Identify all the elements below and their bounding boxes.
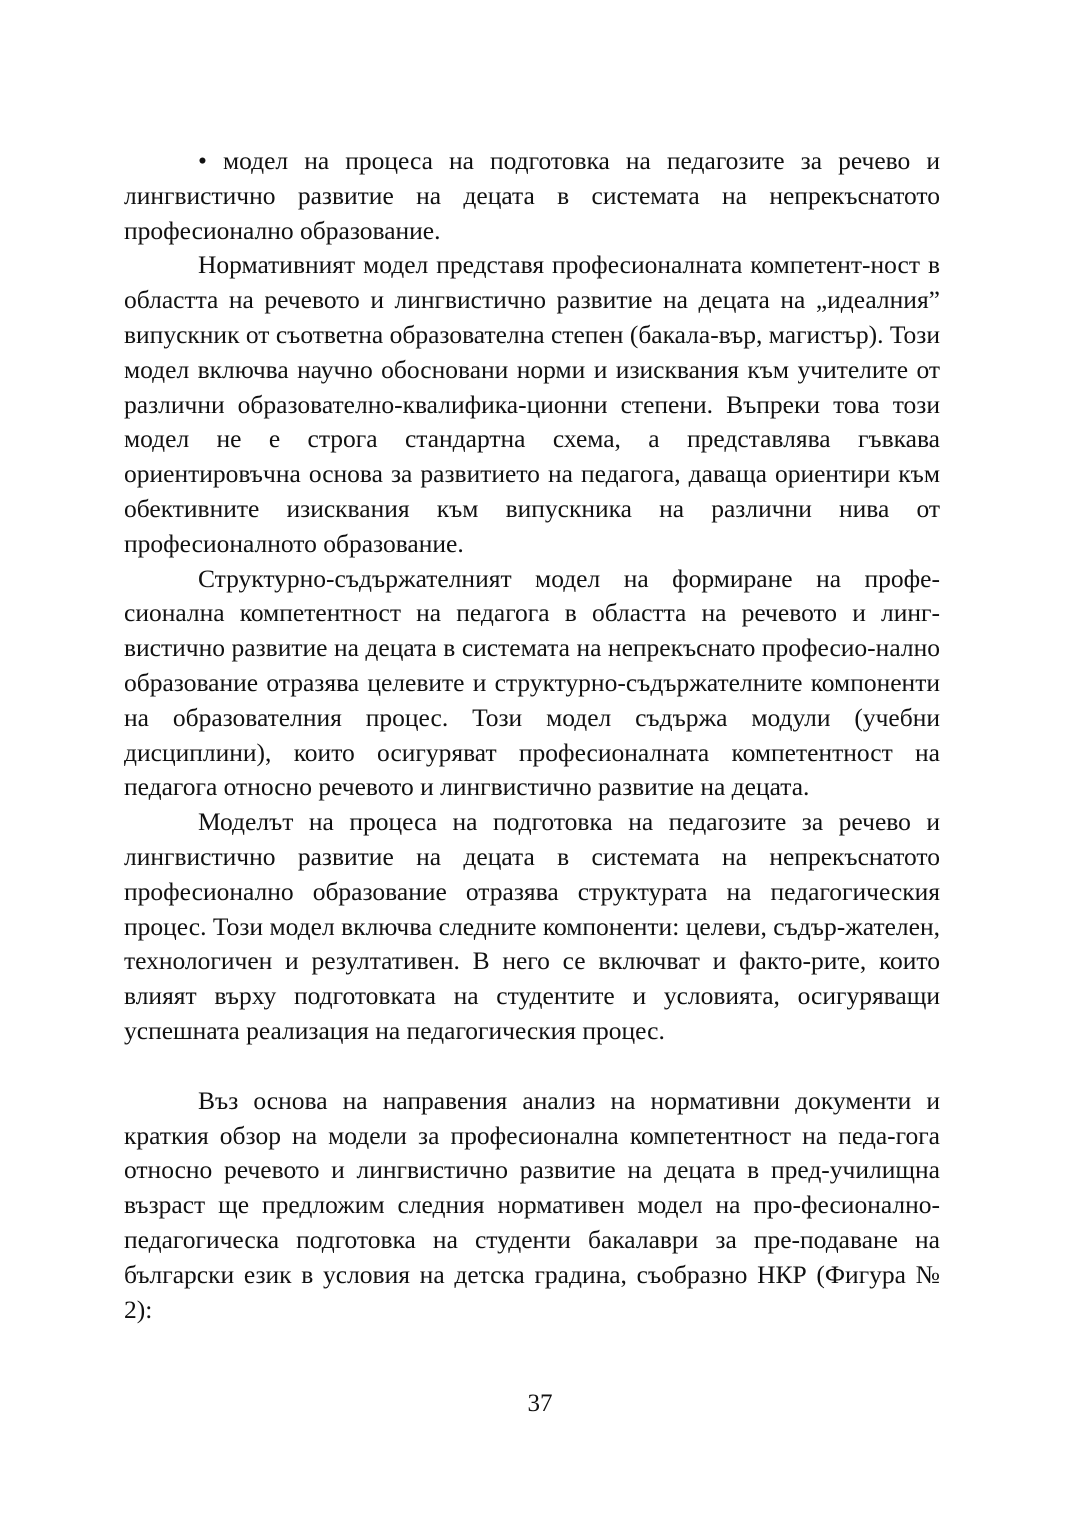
body-text [124,144,940,1327]
paragraph-proposed-model: Въз основа на направения анализ на нормативни документи и краткия обзор на модели за професионална компетентност на педа-гога относно речевото и лингвистично развитие на децата в пред-училищна възраст ще предложим следния нормативен модел на про-фесионално-педагогическа подготовка на студенти бакалаври за пре-подаване на български език в условия на детска градина, съобразно НКР (Фигура № 2): [124,1085,940,1324]
paragraph-structural-model: Структурно-съдържателният модел на формиране на профе-сионална компетентност на педагога в областта на речевото и линг-вистично развитие на децата в системата на непрекъснато професио-нално образование отразява целевите и структурно-съдържателните компоненти на образователния процес. Този модел съдържа модули (учебни дисциплини), които осигуряват професионалната компетентност на педагога относно речевото и лингвистично развитие на децата. [124,563,940,802]
page-number: 37 [527,1390,553,1417]
bullet-paragraph: • модел на процеса на подготовка на педагозите за речево и лингвистично развитие на децата в системата на непрекъснатото професионално образование. [124,146,940,245]
paragraph-normative-model: Нормативният модел представя професионалната компетент-ност в областта на речевото и лингвистично развитие на децата на „идеалния” випускник от съответна образователна степен (бакала-вър, магистър). Този модел включва научно обосновани норми и изисквания към учителите от различни образователно-квалифика-ционни степени. Въпреки това този модел не е строга стандартна схема, а представлява гъвкава ориентировъчна основа за развитието на педагога, даваща ориентири към обективните изисквания към випускника на различни нива от професионалното образование. [124,250,940,558]
paragraph-process-model: Моделът на процеса на подготовка на педагозите за речево и лингвистично развитие на децата в системата на непрекъснатото професионално образование отразява структурата на педагогическия процес. Този модел включва следните компоненти: целеви, съдър-жателен, технологичен и резултативен. В него се включват и факто-рите, които влияят върху подготовката на студентите и условията, осигуряващи успешната реализация на педагогическия процес. [124,807,940,1045]
paragraph-spacer [124,1049,940,1084]
